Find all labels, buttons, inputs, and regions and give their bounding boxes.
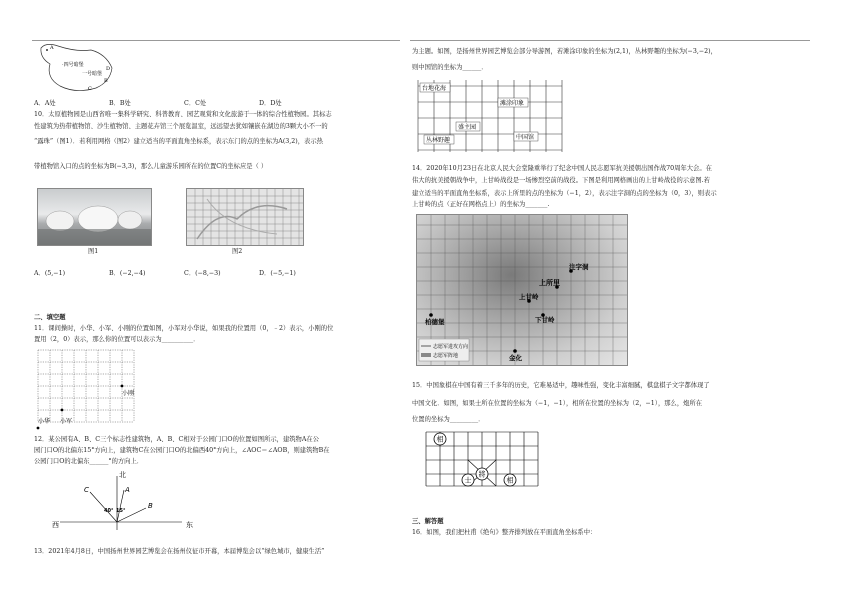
q9-option-b: B．B处 bbox=[109, 100, 131, 107]
q15-line2: 中国文化．如图，如果士所在位置的坐标为（−1，−1），相所在位置的坐标为（2，−1），那么，炮所在 bbox=[412, 400, 703, 407]
compass-west: 西 bbox=[52, 521, 59, 529]
angle-15: 15° bbox=[116, 508, 126, 514]
q14-line4: 上甘岭的点（正好在网格点上）的坐标为_______. bbox=[412, 201, 550, 208]
sketch-label-bunker4: ·四号暗堡 bbox=[62, 62, 84, 68]
map-zhongguo-guan: 中国馆 bbox=[516, 134, 535, 141]
q11-dotted-grid bbox=[36, 350, 136, 432]
q12-line1: 12．某公园有A、B、C三个标志性建筑物，A、B、C相对于公园门口O的位置如图所示，建筑物A在公 bbox=[34, 436, 319, 443]
header-rule-right bbox=[410, 40, 810, 41]
q16-line1: 16．如图，我们把杜甫《绝句》整齐排列放在平面直角坐标系中： bbox=[412, 529, 597, 536]
battle-jinhua: 金化 bbox=[509, 354, 522, 362]
sketch-label-c: C bbox=[88, 86, 92, 92]
q15-line1: 15．中国象棋在中国有着三千多年的历史，它难易适中，趣味性强，变化丰富细腻，棋盘棋子文字都体现了 bbox=[412, 382, 710, 389]
map-taidi-huahai: 台地花海 bbox=[422, 85, 447, 92]
q11-line2: 置用（2，0）表示，那么你的位置可以表示为__________． bbox=[34, 336, 200, 343]
battle-shangganling: 上甘岭 bbox=[519, 293, 539, 301]
sketch-label-a: A bbox=[50, 45, 54, 51]
sketch-label-d: D bbox=[106, 66, 111, 72]
q14-line3: 建立适当的平面直角坐标系，表示上所里的点的坐标为（−1，2），表示注字洞的点的坐标为（0，3），则表示 bbox=[412, 190, 717, 197]
battle-bosigou: 柏德堡 bbox=[425, 318, 445, 326]
q10-option-d: D．(−5,−1) bbox=[259, 270, 296, 277]
compass-north: 北 bbox=[119, 471, 126, 479]
xiaogang-label: 小刚 bbox=[122, 390, 135, 397]
q13-line1: 13．2021年4月8日，中国扬州世界园艺博览会在扬州仪征市开幕，本届博览会以“绿色城市，健康生活” bbox=[34, 548, 325, 555]
q13-cont-line2: 则中国馆的坐标为______． bbox=[412, 64, 488, 71]
xiaohua-point bbox=[37, 427, 40, 430]
xiaohua-label: 小华 bbox=[38, 418, 51, 425]
battle-xiaganling: 下甘岭 bbox=[535, 316, 555, 324]
section-fill-in-title: 二、填空题 bbox=[34, 314, 66, 321]
q11-line1: 11．课间操时，小华、小军、小刚的位置如图，小军对小华说，如果我的位置用（0，﹣2）表示，小刚的位 bbox=[34, 325, 334, 332]
expo-grid-map bbox=[416, 80, 566, 152]
angle-40: 40° bbox=[104, 508, 114, 514]
header-rule-left bbox=[32, 40, 400, 41]
sketch-label-b: B bbox=[104, 78, 108, 84]
chess-label-xiang-top: 相 bbox=[436, 435, 444, 444]
battle-legend-attack: 志愿军进攻方向 bbox=[433, 344, 469, 350]
battle-zhuzidong: 注字洞 bbox=[569, 263, 589, 271]
sketch-label-bunker1: 一号暗堡 bbox=[82, 71, 103, 77]
fig2-grid-map bbox=[186, 188, 304, 246]
fig1-caption: 图1 bbox=[88, 248, 99, 255]
compass-a: A bbox=[125, 486, 130, 494]
q9-option-a: A．A处 bbox=[34, 100, 56, 107]
fig1-photo bbox=[37, 188, 152, 246]
q15-line3: 位置的坐标为_________． bbox=[412, 416, 485, 423]
island-sketch bbox=[36, 42, 126, 98]
q10-line1: 10．太原植物园是山西省唯一集科学研究、科普教育、园艺观赏和文化旅游于一体的综合性植物园。其标志 bbox=[34, 111, 332, 118]
q12-line3: 公园门口O的北偏东______°的方向上． bbox=[34, 458, 144, 465]
q10-option-b: B．(−2,−4) bbox=[109, 270, 146, 277]
chess-label-xiang-bottom: 相 bbox=[506, 476, 514, 485]
map-tantu-yinxiang: 滩涂印象 bbox=[500, 100, 525, 107]
q14-line2: 伟大的抗美援朝战争中，上甘岭战役是一场惨烈空前的战役。下图是利用网格画出的上甘岭战役的示意图.若 bbox=[412, 177, 710, 184]
q10-line4: 带植物馆入口的点的坐标为B(−3,3)，那么儿童游乐园所在的位置C的坐标应是（ ） bbox=[34, 163, 268, 170]
compass-c: C bbox=[84, 486, 89, 494]
section-answer-title: 三、解答题 bbox=[412, 518, 444, 525]
q10-line3: “露珠”（图1）．若利用网格（图2）建立适当的平面直角坐标系，表示东门的点的坐标为A(3,2)，表示热 bbox=[34, 138, 323, 145]
q14-line1: 14．2020年10月23日在北京人民大会堂隆重举行了纪念中国人民志愿军抗美援朝出国作战70周年大会。在 bbox=[412, 165, 712, 172]
compass-b: B bbox=[148, 502, 153, 510]
xiaojun-label: 小军 bbox=[60, 418, 73, 425]
battle-shangsuoli: 上所里 bbox=[539, 279, 560, 287]
fig2-caption: 图2 bbox=[232, 248, 243, 255]
compass-east: 东 bbox=[186, 521, 193, 529]
chess-label-jiang: 將 bbox=[478, 470, 486, 479]
chess-label-shi: 士 bbox=[464, 476, 472, 485]
q9-options bbox=[34, 98, 374, 109]
q10-options bbox=[34, 268, 374, 279]
xiaojun-point bbox=[61, 409, 64, 412]
q12-line2: 园门口O的北偏东15°方向上，建筑物C在公园门口O的北偏西40°方向上，∠AOC＝∠AOB，则建筑物B在 bbox=[34, 447, 330, 454]
battle-legend-position: 志愿军阵地 bbox=[433, 353, 459, 359]
map-conglin-yequ: 丛林野趣 bbox=[426, 137, 451, 144]
xiaogang-point bbox=[121, 385, 124, 388]
q10-line2: 性建筑为热带植物馆、沙生植物馆、主题花卉馆三个展览温室，远远望去犹如镶嵌在湖边的3颗大小不一的 bbox=[34, 123, 328, 130]
q9-option-c: C．C处 bbox=[184, 100, 207, 107]
q10-option-c: C．(−8,−3) bbox=[184, 270, 221, 277]
q13-cont-line1: 为主题。如图，是扬州世界园艺博览会部分导游图，若滩涂印象的坐标为(2,1)，丛林野趣的坐标为(−3,−2)， bbox=[412, 48, 717, 55]
q9-option-d: D．D处 bbox=[259, 100, 282, 107]
q10-option-a: A．(5,−1) bbox=[34, 270, 66, 277]
battle-map bbox=[416, 214, 628, 366]
map-yuzhu-yuan: 盛主园 bbox=[458, 124, 477, 131]
chess-board bbox=[420, 428, 540, 490]
q12-compass-diagram bbox=[52, 470, 192, 532]
